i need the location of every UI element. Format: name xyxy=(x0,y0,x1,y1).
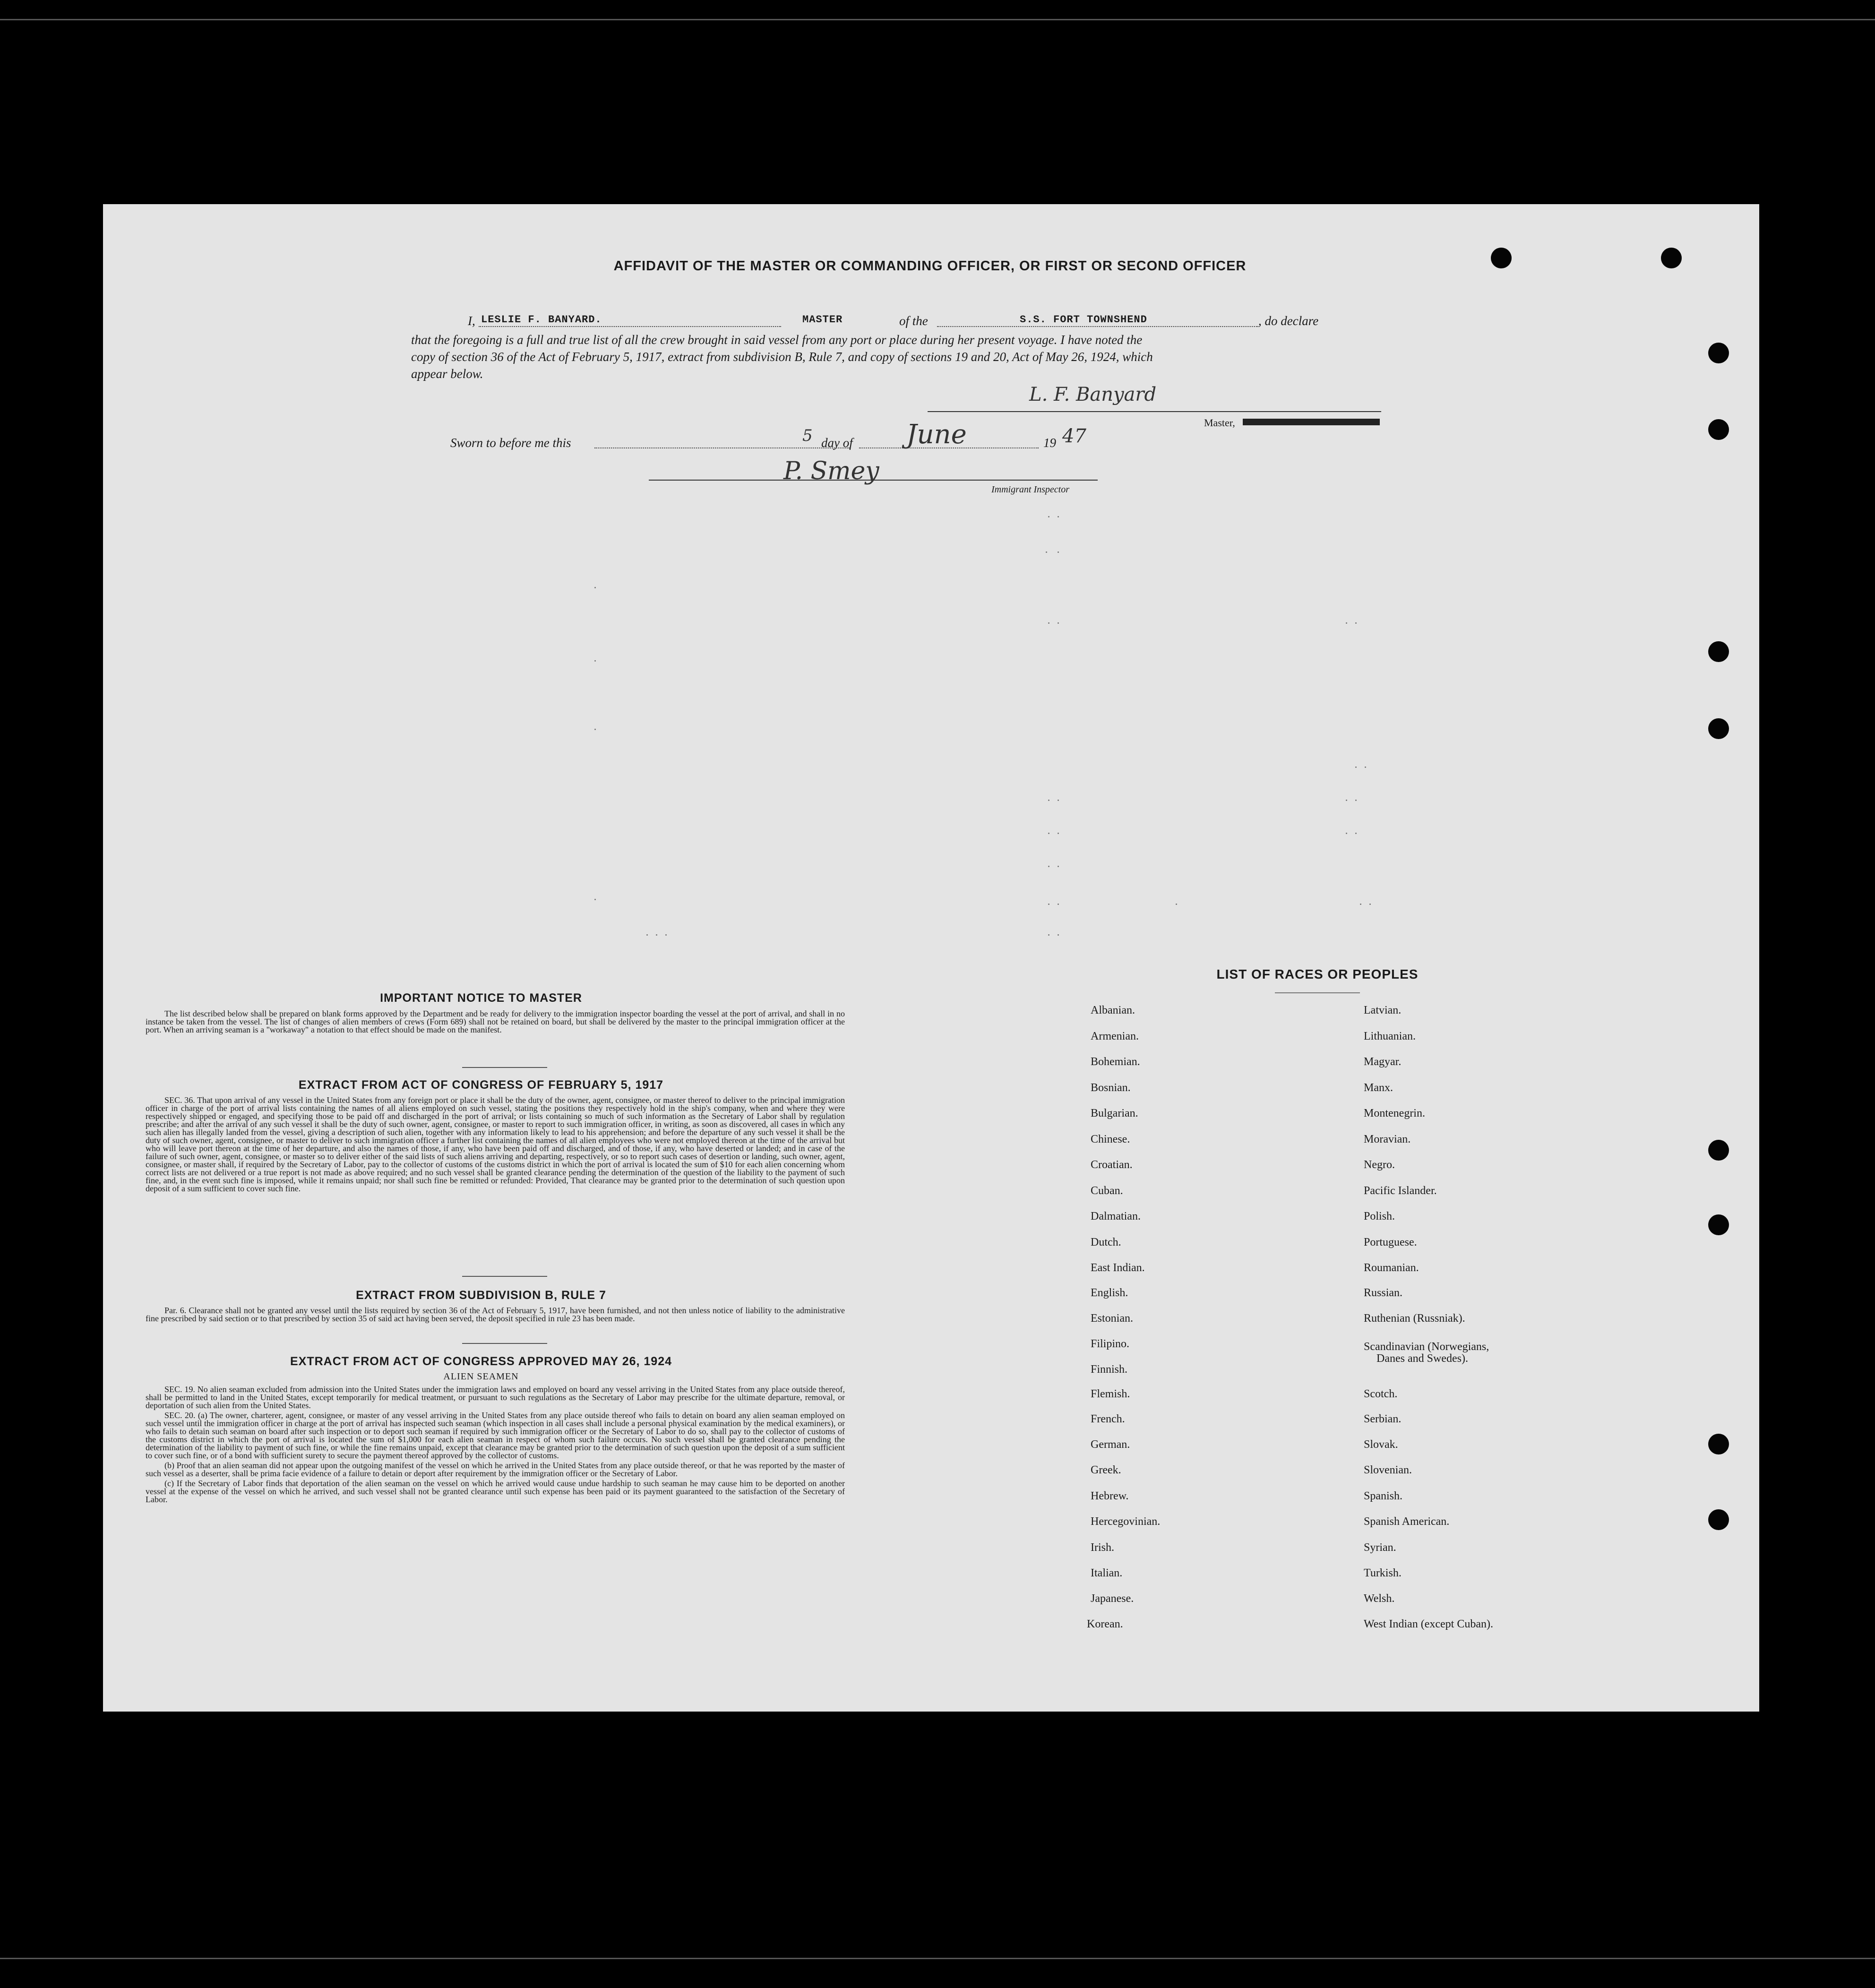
race-item: Ruthenian (Russniak). xyxy=(1364,1312,1465,1325)
punch-hole xyxy=(1708,1140,1729,1161)
race-item: Dutch. xyxy=(1091,1236,1121,1248)
race-item: Portuguese. xyxy=(1364,1236,1417,1248)
extract-1917-title: EXTRACT FROM ACT OF CONGRESS OF FEBRUARY 5, 1917 xyxy=(298,1078,664,1092)
sec-20a-paragraph: SEC. 20. (a) The owner, charterer, agent, consignee, or master of any vessel arriving in the United States from any place outside thereof who fails to detain on board any alien seaman employed on such vessel until the immigration officer in charge at the port of arrival has inspected such seaman (which inspection in all cases shall include a personal physical examination by the medical examiners), or who fails to detain such seaman on board after such inspection or to deport such seaman if required by such immigration officer or the Secretary of Labor to do so, shall pay to the collector of customs of the customs district in which the port of arrival is located the sum of $1,000 for each alien seaman in respect of whom such failure occurs. No such vessel shall be granted clearance pending the determination of the liability to payment of such fine, or while the fine remains unpaid, except that clearance may be granted prior to the determination of such question upon the deposit of a sum sufficient to cover such fine, or of a bond with sufficient surety to secure the payment thereof approved by the collector of customs. xyxy=(146,1411,845,1460)
races-title: LIST OF RACES OR PEOPLES xyxy=(1216,967,1419,981)
race-item: Negro. xyxy=(1364,1159,1395,1171)
master-signature: L. F. Banyard xyxy=(1029,384,1157,405)
year-suffix: 47 xyxy=(1062,425,1086,447)
race-item: Spanish American. xyxy=(1364,1515,1450,1528)
master-rank: MASTER xyxy=(802,314,843,326)
race-item: Bosnian. xyxy=(1091,1082,1131,1094)
section-36-paragraph: SEC. 36. That upon arrival of any vessel in the United States from any foreign port or place it shall be the duty of the owner, agent, consignee, or master thereof to deliver to the principal immigration officer in charge of the port of arrival lists containing the names of all aliens employed on such vessel, stating the positions they respectively hold in the ship's company, when and where they were respectively shipped or engaged, and specifying those to be paid off and discharged in the port of arrival; or lists containing so much of such information as the Secretary of Labor shall by regulation prescribe; and after the arrival of any such vessel it shall be the duty of such owner, agent, consignee, or master to report to such immigration officer, in writing, as soon as discovered, all cases in which any such alien has illegally landed from the vessel, giving a description of such alien, together with any information likely to lead to his apprehension; and before the departure of any such vessel it shall be the duty of such owner, agent, consignee, or master to deliver to such immigration officer a further list containing the names of all alien employees who were not employed thereon at the time of the arrival but who will leave port thereon at the time of her departure, and also the names of those, if any, who have been paid off and discharged, and of those, if any, who have deserted or landed; and in case of the failure of such owner, agent, consignee, or master so to deliver either of the said lists of such aliens arriving and departing, respectively, or so to report such cases of desertion or landing, such owner, agent, consignee, or master shall, if required by the Secretary of Labor, pay to the collector of customs of the customs district in which the port of arrival is located the sum of $10 for each alien concerning whom correct lists are not delivered or a true report is not made as above required; and no such vessel shall be granted clearance pending the determination of the question of the liability to the payment of such fine, and, in the event such fine is imposed, while it remains unpaid; nor shall such fine be remitted or refunded: Provided, That clearance may be granted prior to the determination of such question upon deposit of a sum sufficient to cover such fine. xyxy=(146,1095,845,1193)
race-item: Russian. xyxy=(1364,1287,1403,1299)
do-declare: , do declare xyxy=(1258,314,1319,328)
race-item: German. xyxy=(1091,1438,1130,1451)
sworn-month: June xyxy=(906,419,967,450)
punch-hole xyxy=(1661,248,1682,268)
race-item: West Indian (except Cuban). xyxy=(1364,1618,1493,1630)
inspector-signature: P. Smey xyxy=(783,457,879,485)
punch-hole xyxy=(1708,1214,1729,1235)
race-item: Manx. xyxy=(1364,1082,1393,1094)
race-item: Irish. xyxy=(1091,1541,1114,1554)
race-item: Syrian. xyxy=(1364,1541,1396,1554)
punch-hole xyxy=(1708,641,1729,662)
rule-7-title: EXTRACT FROM SUBDIVISION B, RULE 7 xyxy=(356,1289,606,1302)
affidavit-line-4: appear below. xyxy=(411,367,483,381)
punch-hole xyxy=(1708,718,1729,739)
master-label: Master, xyxy=(1204,417,1235,429)
redaction-bar xyxy=(1243,419,1380,425)
race-item: Filipino. xyxy=(1091,1338,1130,1350)
affidavit-line-3: copy of section 36 of the Act of February 5, 1917, extract from subdivision B, Rule 7, and copy of sections 19 and 20, Act of May 26, 1924, which xyxy=(411,350,1153,364)
race-item: Roumanian. xyxy=(1364,1262,1419,1274)
race-item: Bulgarian. xyxy=(1091,1107,1138,1119)
race-item: Scandinavian (Norwegians, xyxy=(1364,1341,1489,1353)
sec-20b-paragraph: (b) Proof that an alien seaman did not appear upon the outgoing manifest of the vessel on which he arrived in the United States from any place outside thereof, or that he was reported by the master of such vessel as a deserter, shall be prima facie evidence of a failure to detain or deport after requirement by the immigration officer or the Secretary of Labor. xyxy=(146,1461,845,1478)
document-page xyxy=(103,204,1759,1712)
master-name: LESLIE F. BANYARD. xyxy=(481,314,602,326)
notice-text xyxy=(146,1010,845,1036)
punch-hole xyxy=(1708,1434,1729,1454)
race-item: Croatian. xyxy=(1091,1159,1133,1171)
race-item: Magyar. xyxy=(1364,1056,1402,1068)
race-item: Latvian. xyxy=(1364,1004,1402,1016)
sworn-day: 5 xyxy=(802,426,813,445)
sworn-label: Sworn to before me this xyxy=(450,436,571,450)
race-item: Scotch. xyxy=(1364,1388,1398,1400)
race-item: Pacific Islander. xyxy=(1364,1185,1437,1197)
race-item: Cuban. xyxy=(1091,1185,1123,1197)
affidavit-line-2: that the foregoing is a full and true list of all the crew brought in said vessel from any port or place during her present voyage. I have noted the xyxy=(411,333,1143,347)
punch-hole xyxy=(1708,419,1729,440)
race-item: English. xyxy=(1091,1287,1128,1299)
race-item: Japanese. xyxy=(1091,1592,1134,1605)
race-item: Chinese. xyxy=(1091,1133,1130,1145)
race-item: Finnish. xyxy=(1091,1363,1128,1376)
affidavit-title: AFFIDAVIT OF THE MASTER OR COMMANDING OFFICER, OR FIRST OR SECOND OFFICER xyxy=(613,258,1247,274)
race-item: Albanian. xyxy=(1091,1004,1135,1016)
vessel-name: S.S. FORT TOWNSHEND xyxy=(1020,314,1147,326)
extract-1924-title: EXTRACT FROM ACT OF CONGRESS APPROVED MAY 26, 1924 xyxy=(290,1355,672,1368)
race-item: Bohemian. xyxy=(1091,1056,1140,1068)
race-item: East Indian. xyxy=(1091,1262,1145,1274)
race-item: Slovak. xyxy=(1364,1438,1398,1451)
notice-paragraph: The list described below shall be prepared on blank forms approved by the Department and be ready for delivery to the immigration inspector boarding the vessel at the port of arrival, and shall in no instance be taken from the vessel. The list of changes of alien members of crews (Form 689) shall not be retained on board, but shall be delivered by the master to the principal immigration officer at the port. When an arriving seaman is a "workaway" a notation to that effect should be made on the manifest. xyxy=(146,1009,845,1034)
i-label: I, xyxy=(468,314,475,328)
race-item: Armenian. xyxy=(1091,1030,1139,1042)
inspector-label: Immigrant Inspector xyxy=(991,484,1069,495)
race-item: French. xyxy=(1091,1413,1125,1425)
day-of-label: day of xyxy=(821,436,853,450)
race-item: Serbian. xyxy=(1364,1413,1402,1425)
race-item: Polish. xyxy=(1364,1210,1395,1222)
race-item: Danes and Swedes). xyxy=(1376,1352,1468,1365)
alien-seamen-subtitle: ALIEN SEAMEN xyxy=(443,1371,519,1382)
race-item: Turkish. xyxy=(1364,1567,1402,1579)
race-item: Korean. xyxy=(1087,1618,1123,1630)
race-item: Flemish. xyxy=(1091,1388,1130,1400)
rule-7-text xyxy=(146,1307,845,1325)
race-item: Slovenian. xyxy=(1364,1464,1412,1476)
race-item: Dalmatian. xyxy=(1091,1210,1141,1222)
race-item: Spanish. xyxy=(1364,1490,1403,1502)
punch-hole xyxy=(1708,1509,1729,1530)
extract-1924-text xyxy=(146,1386,845,1506)
race-item: Welsh. xyxy=(1364,1592,1395,1605)
race-item: Lithuanian. xyxy=(1364,1030,1416,1042)
race-item: Hercegovinian. xyxy=(1091,1515,1161,1528)
sec-20c-paragraph: (c) If the Secretary of Labor finds that deportation of the alien seaman on the vessel on which he arrived would cause undue hardship to such seaman he may cause him to be deported on another vessel at the expense of the vessel on which he arrived, and such vessel shall not be granted clearance until such expense has been paid or its payment guaranteed to the satisfaction of the Secretary of Labor. xyxy=(146,1479,845,1504)
of-the-label: of the xyxy=(899,314,928,328)
race-item: Moravian. xyxy=(1364,1133,1411,1145)
notice-title: IMPORTANT NOTICE TO MASTER xyxy=(380,991,582,1005)
race-item: Estonian. xyxy=(1091,1312,1133,1325)
punch-hole xyxy=(1708,343,1729,363)
race-item: Hebrew. xyxy=(1091,1490,1129,1502)
par-6-paragraph: Par. 6. Clearance shall not be granted any vessel until the lists required by section 36 of the Act of February 5, 1917, have been furnished, and not then unless notice of liability to the administrative fine prescribed by said section or to that prescribed by section 35 of said act having been served, the deposit specified in rule 23 has been made. xyxy=(146,1306,845,1323)
year-prefix: 19 xyxy=(1043,436,1056,450)
race-item: Montenegrin. xyxy=(1364,1107,1425,1119)
sec-19-paragraph: SEC. 19. No alien seaman excluded from admission into the United States under the immigration laws and employed on board any vessel arriving in the United States from any place outside thereof, shall be permitted to land in the United States, except temporarily for medical treatment, or pursuant to such regulations as the Secretary of Labor may prescribe for the ultimate departure, removal, or deportation of such alien from the United States. xyxy=(146,1385,845,1410)
punch-hole xyxy=(1491,248,1512,268)
race-item: Italian. xyxy=(1091,1567,1123,1579)
extract-1917-text xyxy=(146,1096,845,1195)
race-item: Greek. xyxy=(1091,1464,1121,1476)
